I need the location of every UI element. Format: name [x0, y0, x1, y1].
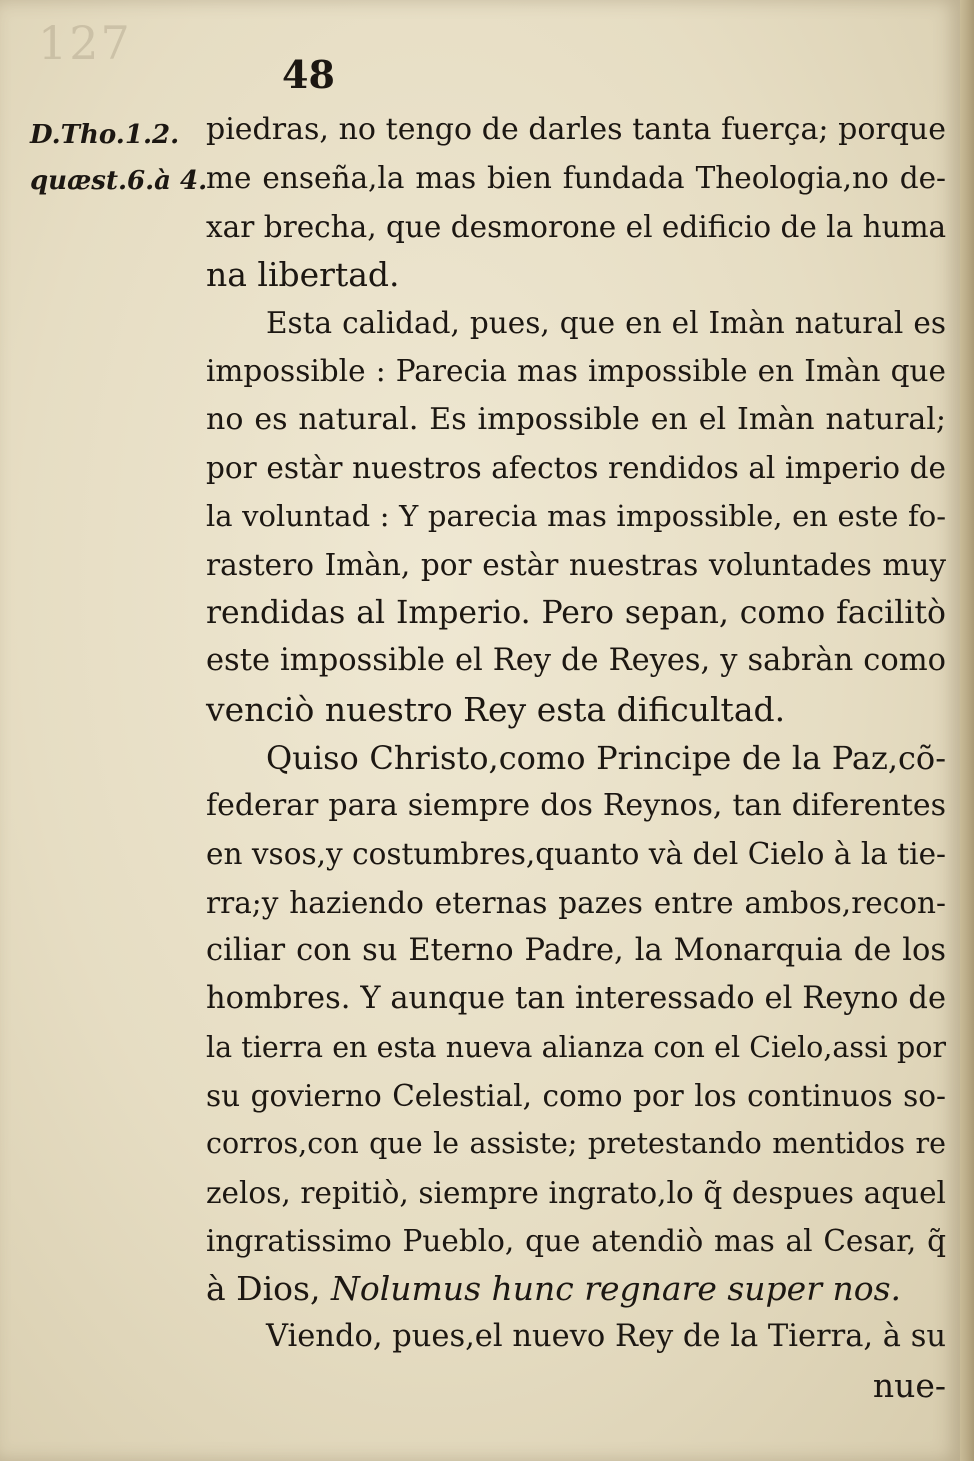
text-line: [206, 1169, 946, 1217]
text-line: [206, 106, 946, 154]
text-line-content: hombres. Y aunque tan interessado el Reyno de: [206, 981, 946, 1017]
text-line-content: nue-: [872, 1365, 946, 1405]
text-line: [206, 879, 946, 927]
text-line: [206, 830, 946, 878]
text-line-content: por estàr nuestros afectos rendidos al imperio de: [206, 451, 946, 486]
text-line: [206, 1120, 946, 1168]
marginal-note: [30, 112, 207, 204]
page-edge: [960, 0, 974, 1461]
text-line-content: federar para siempre dos Reynos, tan diferentes: [206, 788, 946, 824]
text-line: [206, 637, 946, 685]
text-line-content: ingratissimo Pueblo, que atendiò mas al Cesar, q̃: [206, 1223, 946, 1258]
text-line-content: este impossible el Rey de Reyes, y sabràn como: [206, 643, 946, 679]
text-line-content: su govierno Celestial, como por los continuos so-: [206, 1078, 946, 1113]
latin-quotation: Nolumus hunc regnare super nos.: [330, 1269, 902, 1309]
text-line-content: impossible : Parecia mas impossible en Imàn que: [206, 354, 946, 389]
text-line-content: me enseña,la mas bien fundada Theologia,no de-: [206, 161, 946, 196]
text-line: [206, 492, 946, 540]
text-line-content: Esta calidad, pues, que en el Imàn natural es: [266, 306, 946, 341]
text-line: [206, 203, 946, 251]
faint-bleedthrough-number: 127: [38, 16, 132, 70]
text-line-content: no es natural. Es impossible en el Imàn natural;: [206, 401, 946, 437]
text-line-content: rendidas al Imperio. Pero sepan, como facilitò: [206, 594, 946, 631]
page-number: 48: [282, 52, 335, 97]
text-line: [206, 1313, 946, 1361]
text-line-content: corros,con que le assiste; pretestando mentidos re: [206, 1127, 946, 1161]
text-line-content: xar brecha, que desmorone el edificio de la huma: [206, 209, 947, 244]
text-line: [206, 686, 946, 734]
text-line: [206, 396, 946, 444]
text-line-content: rra;y haziendo eternas pazes entre ambos,recon-: [206, 885, 946, 920]
text-line: [206, 589, 946, 637]
body-text: [206, 106, 946, 1410]
text-line: [206, 541, 946, 589]
text-line-content: zelos, repitiò, siempre ingrato,lo q̃ despues aquel: [206, 1175, 946, 1210]
text-line: [206, 975, 946, 1023]
text-line: [206, 782, 946, 830]
text-line-content: la voluntad : Y parecia mas impossible, en este fo-: [206, 499, 946, 534]
text-line-content: rastero Imàn, por estàr nuestras voluntades muy: [206, 547, 946, 582]
text-line-content: la tierra en esta nueva alianza con el Cielo,assi por: [206, 1030, 946, 1064]
text-line-content: ciliar con su Eterno Padre, la Monarquia de los: [206, 933, 946, 969]
text-line-content: venciò nuestro Rey esta dificultad.: [206, 689, 786, 729]
text-line: [206, 1024, 946, 1072]
text-line: [206, 299, 946, 347]
text-line-content: en vsos,y costumbres,quanto và del Cielo à la tie-: [206, 837, 946, 872]
marginal-note-line: D.Tho.1.2.: [30, 120, 180, 150]
text-line: [206, 927, 946, 975]
text-line-content: à Dios,: [206, 1269, 321, 1309]
text-line: [206, 444, 946, 492]
text-line: [206, 347, 946, 395]
text-line: [206, 1217, 946, 1265]
text-line-content: piedras, no tengo de darles tanta fuerça; porque: [206, 112, 946, 147]
text-line: [206, 1072, 946, 1120]
text-line: [206, 734, 946, 782]
text-line-content: Viendo, pues,el nuevo Rey de la Tierra, à su: [266, 1319, 946, 1355]
text-line: [206, 251, 946, 299]
marginal-note-line: quæst.6.à 4.: [30, 166, 208, 196]
text-line: [206, 1362, 946, 1410]
text-line: [206, 1265, 946, 1313]
text-line-content: Quiso Christo,como Principe de la Paz,cõ-: [266, 738, 946, 777]
text-line-content: na libertad.: [206, 254, 400, 294]
text-line: [206, 154, 946, 202]
